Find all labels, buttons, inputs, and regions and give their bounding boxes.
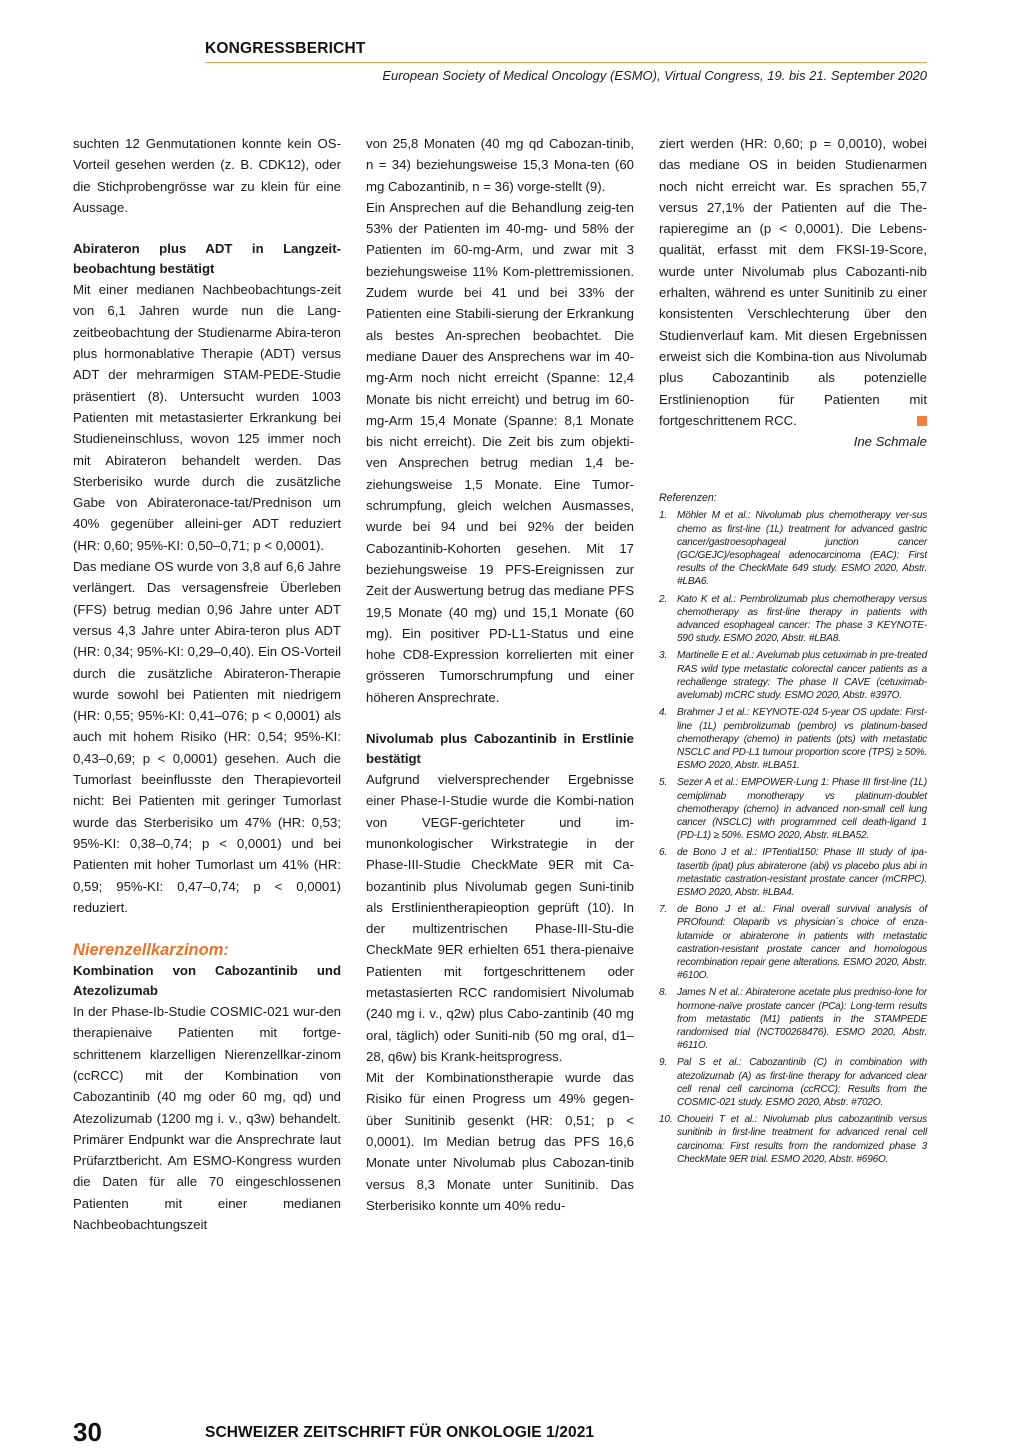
reference-item: 5. Sezer A et al.: EMPOWER-Lung 1: Phase III first-line (1L) cemiplimab monotherapy vs platinum-doublet chemotherapy (chemo) in advanced non-small cell lung cancer (NSCLC) with programmed cell death-ligand 1 (PD-L1) ≥ 50%. ESMO 2020, Abstr. #LBA52. [659,777,927,842]
paragraph: suchten 12 Genmutationen konnte kein OS-Vorteil gesehen werden (z. B. CDK12), oder die Stichprobengrösse war zu klein für eine Aussage. [73,136,341,215]
reference-item: 3. Martinelle E et al.: Avelumab plus cetuximab in pre-treated RAS wild type metastatic colorectal cancer patients as a rechallenge strategy: The phase II CAVE (cetuximab-avelumab) mCRC study. ESMO 2020, Abstr. #397O. [659,650,927,702]
references-list [659,509,927,1166]
paragraph: In der Phase-Ib-Studie COSMIC-021 wur-den therapienaive Patienten mit fortge-schrittenem klarzelligen Nierenzellkar-zinom (ccRCC) mit der Kombination von Cabozantinib (40 mg oder 60 mg, qd) und Atezolizumab (1200 mg i. v., q3w) behandelt. Primärer Endpunkt war die Ansprechrate laut Prüfarztbericht. Am ESMO-Kongress wurden die Daten für alle 70 eingeschlossenen Patienten mit einer medianen Nachbeobachtungszeit [73,1004,341,1233]
header-divider [205,62,927,63]
page-header [205,40,927,58]
paragraph: Mit einer medianen Nachbeobachtungs-zeit von 6,1 Jahren wurde nun die Lang-zeitbeobachtung der Studienarme Abira-teron plus hormonablative Therapie (ADT) versus ADT der mehrarmigen STAM-PEDE-Studie präsentiert (8). Untersucht wurden 1003 Patienten mit metastasierter Erkrankung bei Studieneinschluss, wovon 125 immer noch mit Abirateron behandelt werden. Das Sterberisiko wurde durch die zusätzliche Gabe von Abirateronace-tat/Prednison um 40% gegenüber alleini-ger ADT reduziert (HR: 0,60; 95%-KI: 0,50–0,71; p < 0,0001). [73,282,341,553]
column-2 [366,133,634,1216]
section-heading-nierenzellkarzinom: Nierenzellkarzinom: [73,941,229,960]
end-of-article-icon [917,416,927,426]
paragraph: Mit der Kombinationstherapie wurde das Risiko für einen Progress um 49% gegen-über Sunitinib gesenkt (HR: 0,51; p < 0,0001). Im Median betrug das PFS 16,6 Monate unter Nivolumab plus Cabozan-tinib versus 8,3 Monate unter Sunitinib. Das Sterberisiko konnte um 40% redu- [366,1070,634,1213]
paragraph-text: ziert werden (HR: 0,60; p = 0,0010), wobei das mediane OS in beiden Studienarmen noch nicht erreicht war. Es sprachen 55,7 versus 27,1% der Patienten auf die The-rapieregime an (p < 0,0001). Die Lebens-qualität, erfasst mit dem FKSI-19-Score, wurde unter Nivolumab plus Cabozanti-nib erhalten, während es unter Sunitinib zu einer konsistenten Verschlechterung über den Studienverlauf kam. Mit diesen Ergebnissen erweist sich die Kombina-tion aus Nivolumab plus Cabozantinib als potenzielle Erstlinienoption für Patienten mit fortgeschrittenem RCC. [659,136,927,428]
paragraph [659,133,927,431]
reference-item: 4. Brahmer J et al.: KEYNOTE-024 5-year OS update: First-line (1L) pembrolizumab (pembro) vs platinum-based chemotherapy (chemo) in patients (pts) with metastatic NSCLC and PD-L1 tumour proportion score (TPS) ≥ 50%. ESMO 2020, Abstr. #LBA51. [659,707,927,772]
paragraph: Das mediane OS wurde von 3,8 auf 6,6 Jahre verlängert. Das versagensfreie Überleben (FFS) betrug median 0,96 Jahre unter ADT versus 4,3 Jahre unter Abira-teron plus ADT (HR: 0,34; 95%-KI: 0,29–0,40). Ein OS-Vorteil durch die zusätzliche Abirateron-Therapie wurde sowohl bei Patienten mit niedrigem (HR: 0,55; 95%-KI: 0,41–076; p < 0,0001) als auch mit hohem Risiko (HR: 0,54; 95%-KI: 0,43–0,69; p < 0,0001) gesehen. Auch die Tumorlast beeinflusste den Therapievorteil nicht: Bei Patienten mit geringer Tumorlast wurde das Sterberisiko um 47% (HR: 0,53; 95%-KI: 0,38–0,74; p < 0,0001) und bei Patienten mit hoher Tumorlast um 41% (HR: 0,59; 95%-KI: 0,47–0,74; p < 0,0001) reduziert. [73,559,341,915]
header-subtitle: European Society of Medical Oncology (ESMO), Virtual Congress, 19. bis 21. September 2020 [382,68,927,83]
reference-item: 10. Choueiri T et al.: Nivolumab plus cabozantinib versus sunitinib in first-line treatment for advanced renal cell carcinoma: First results from the randomized phase 3 CheckMate 9ER trial. ESMO 2020, Abstr. #696O. [659,1114,927,1165]
reference-item: 7. de Bono J et al.: Final overall survival analysis of PROfound: Olaparib vs physician´s choice of enza-lutamide or abiraterone in patients with metastatic castration-resistant prostate cancer and homologous recombination repair gene alterations. ESMO 2020, Abstr. #610O. [659,904,927,982]
subheading-cabozantinib-atezolizumab: Kombination von Cabozantinib und Atezolizumab [73,963,341,999]
reference-item: 8. James N et al.: Abiraterone acetate plus predniso-lone for hormone-naïve prostate cancer (PCa): Long-term results from metastatic (M1) patients in the STAMPEDE randomised trial (NCT00268476). ESMO 2020, Abstr. #611O. [659,987,927,1052]
subheading-nivolumab: Nivolumab plus Cabozantinib in Erstlinie bestätigt [366,731,634,767]
paragraph: Ein Ansprechen auf die Behandlung zeig-ten 53% der Patienten im 40-mg- und 58% der Patienten im 60-mg-Arm, und zwar mit 3 beziehungsweise 11% Kom-plettremissionen. Zudem wurde bei 41 und bei 33% der Patienten eine Stabili-sierung der Erkrankung als bestes An-sprechen beobachtet. Die mediane Dauer des Ansprechens war im 40-mg-Arm noch nicht erreicht (Spanne: 12,4 Monate bis nicht erreicht) und betrug im 60-mg-Arm 15,4 Monate (Spanne: 8,1 Monate bis nicht erreicht). Die Zeit bis zum objekti-ven Ansprechen betrug median 1,4 be-ziehungsweise 1,5 Monate. Eine Tumor-schrumpfung, gleich welchen Ausmasses, wurde bei 94 und bei 92% der beiden Cabozantinib-Kohorten gesehen. Mit 17 beziehungsweise 19 PFS-Ereignissen zur Zeit der Auswertung betrug das mediane PFS 19,5 Monate (40 mg) und 15,1 Monate (60 mg). Ein positiver PD-L1-Status und eine hohe CD8-Expression korrelierten mit einer grösseren Tumorschrumpfung und einer höheren Ansprechrate. [366,199,634,705]
subheading-abirateron: Abirateron plus ADT in Langzeit-beobachtung bestätigt [73,241,341,277]
reference-item: 2. Kato K et al.: Pembrolizumab plus chemotherapy versus chemotherapy as first-line therapy in patients with advanced esophageal cancer: The phase 3 KEYNOTE-590 study. ESMO 2020, Abstr. #LBA8. [659,593,927,645]
references-title: Referenzen: [659,492,717,505]
paragraph: von 25,8 Monaten (40 mg qd Cabozan-tinib, n = 34) beziehungsweise 15,3 Mona-ten (60 mg Cabozantinib, n = 36) vorge-stellt (9). [366,136,634,194]
page-number: 30 [73,1417,102,1447]
reference-item: 1. Möhler M et al.: Nivolumab plus chemotherapy ver-sus chemo as first-line (1L) treatment for advanced gastric cancer/gastroesophageal junction cancer (GC/GEJC)/esophageal adenocarcinoma (EAC): First results of the CheckMate 649 study. ESMO 2020, Abstr. #LBA6. [659,510,927,588]
section-label: KONGRESSBERICHT [205,40,366,57]
column-3 [659,133,927,1170]
column-1 [73,133,341,1235]
reference-item: 6. de Bono J et al.: IPTential150: Phase III study of ipa-tasertib (ipat) plus abiraterone (abi) vs placebo plus abi in metastatic castration-resistant prostate cancer (mCRPC). ESMO 2020, Abstr. #LBA4. [659,847,927,898]
reference-item: 9. Pal S et al.: Cabozantinib (C) in combination with atezolizumab (A) as first-line therapy for advanced clear cell renal cell carcinoma (ccRCC): Results from the COSMIC-021 study. ESMO 2020, Abstr. #702O. [659,1057,927,1108]
paragraph: Aufgrund vielversprechender Ergebnisse einer Phase-I-Studie wurde die Kombi-nation von VEGF-gerichteter und im-munonkologischer Wirkstrategie in der Phase-III-Studie CheckMate 9ER mit Ca-bozantinib plus Nivolumab gegen Suni-tinib als Erstlinientherapieoption geprüft (10). In der multizentrischen Phase-III-Stu-die CheckMate 9ER erhielten 651 thera-pienaive Patienten mit fortgeschrittenem oder metastasierten RCC randomisiert Nivolumab (240 mg i. v., q2w) plus Cabo-zantinib (40 mg oral, täglich) oder Suniti-nib (50 mg oral, d1–28, q6w) bis Krank-heitsprogress. [366,772,634,1064]
author: Ine Schmale [853,434,927,450]
journal-title: SCHWEIZER ZEITSCHRIFT FÜR ONKOLOGIE 1/2021 [205,1424,595,1441]
